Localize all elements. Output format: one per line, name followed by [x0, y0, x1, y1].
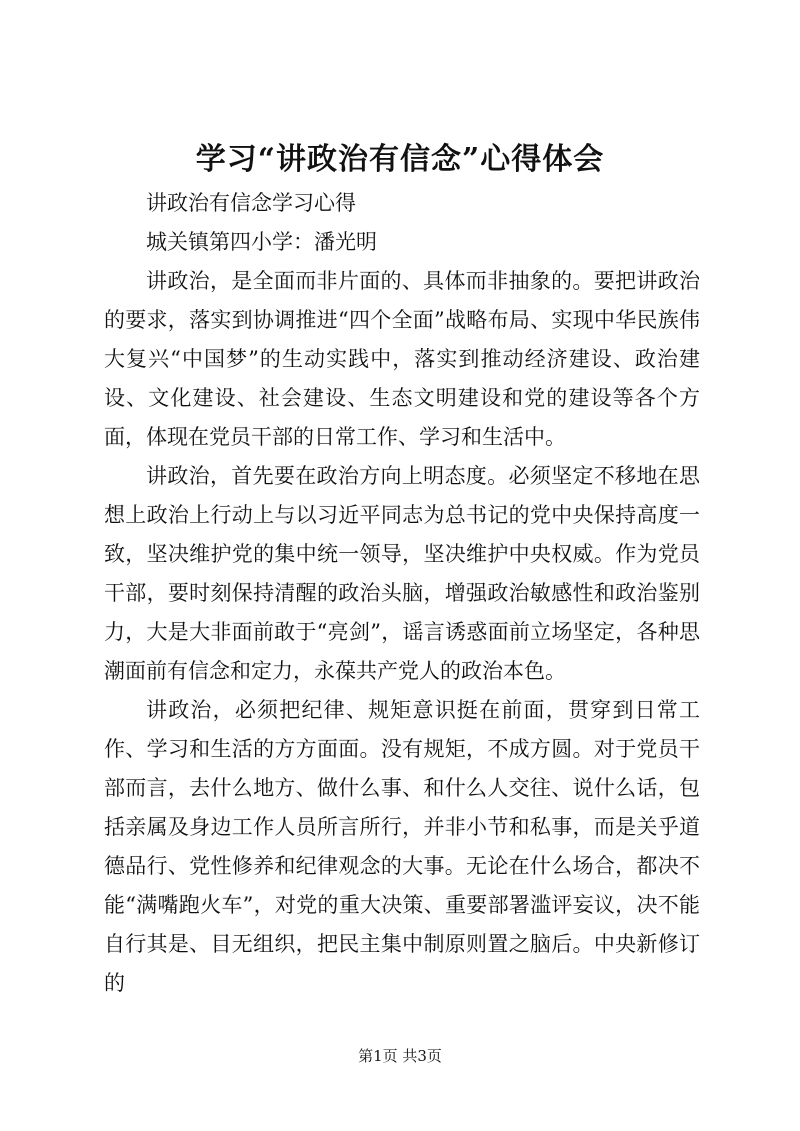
paragraph-1: 讲政治，是全面而非片面的、具体而非抽象的。要把讲政治的要求，落实到协调推进“四个全面”战略布局、实现中华民族伟大复兴“中国梦”的生动实践中，落实到推动经济建设、政治建设、文化建设、社会建设、生态文明建设和党的建设等各个方面，体现在党员干部的日常工作、学习和生活中。 — [104, 269, 700, 449]
paragraph-2: 讲政治，首先要在政治方向上明态度。必须坚定不移地在思想上政治上行动上与以习近平同志为总书记的党中央保持高度一致，坚决维护党的集中统一领导，坚决维护中央权威。作为党员干部，要时刻保持清醒的政治头脑，增强政治敏感性和政治鉴别力，大是大非面前敢于“亮剑”，谣言诱惑面前立场坚定，各种思潮面前有信念和定力，永葆共产党人的政治本色。 — [104, 464, 700, 683]
document-subtitle: 讲政治有信念学习心得 — [146, 191, 356, 215]
document-body — [104, 184, 700, 1003]
page-footer: 第1页 共3页 — [358, 1047, 442, 1065]
author-line: 城关镇第四小学：潘光明 — [146, 230, 377, 254]
document-title: 学习“讲政治有信念”心得体会 — [195, 142, 605, 177]
paragraph-3: 讲政治，必须把纪律、规矩意识挺在前面，贯穿到日常工作、学习和生活的方方面面。没有规矩，不成方圆。对于党员干部而言，去什么地方、做什么事、和什么人交往、说什么话，包括亲属及身边工作人员所言所行，并非小节和私事，而是关乎道德品行、党性修养和纪律观念的大事。无论在什么场合，都决不能“满嘴跑火车”，对党的重大决策、重要部署滥评妄议，决不能自行其是、目无组织，把民主集中制原则置之脑后。中央新修订的 — [104, 698, 700, 995]
